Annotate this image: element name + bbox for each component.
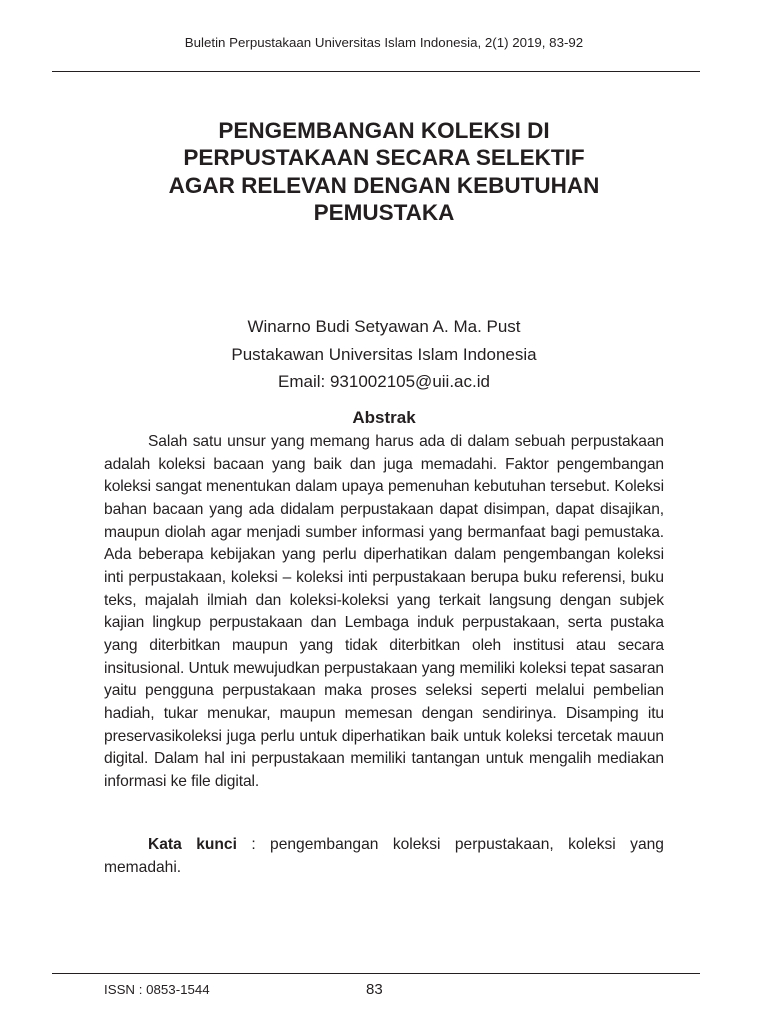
author-email: Email: 931002105@uii.ac.id xyxy=(278,372,490,391)
title-line: PEMUSTAKA xyxy=(313,200,455,226)
page-number: 83 xyxy=(366,981,383,998)
author-name: Winarno Budi Setyawan A. Ma. Pust xyxy=(247,317,521,336)
author-block xyxy=(104,313,664,396)
author-affiliation: Pustakawan Universitas Islam Indonesia xyxy=(231,344,537,364)
keywords-text: : pengembangan koleksi perpustakaan, koleksi yang memadahi. xyxy=(104,836,664,876)
issn: ISSN : 0853-1544 xyxy=(104,982,210,997)
footer-rule xyxy=(52,973,700,974)
keywords xyxy=(104,834,664,879)
title-line: AGAR RELEVAN DENGAN KEBUTUHAN xyxy=(168,172,600,198)
keywords-label: Kata kunci xyxy=(148,836,237,853)
article-title xyxy=(104,117,664,227)
title-line: PENGEMBANGAN KOLEKSI DI xyxy=(218,118,550,143)
abstract-heading: Abstrak xyxy=(352,408,416,427)
header-rule xyxy=(52,71,700,72)
abstract-body: Salah satu unsur yang memang harus ada di dalam sebuah perpustakaan adalah koleksi bacaan yang baik dan juga memadahi. Faktor pengembangan koleksi sangat menentukan dalam upaya pemenuhan kebutuhan tersebut. Koleksi bahan bacaan yang ada didalam perpustakaan dapat disimpan, dapat disajikan, maupun diolah agar menjadi sumber informasi yang bermanfaat bagi pemustaka. Ada beberapa kebijakan yang perlu diperhatikan dalam pengembangan koleksi inti perpustakaan, koleksi – koleksi inti perpustakaan berupa buku referensi, buku teks, majalah ilmiah dan koleksi-koleksi yang terkait langsung dengan subjek kajian lingkup perpustakaan dan Lembaga induk perpustakaan, serta pustaka yang diterbitkan maupun yang tidak diterbitkan oleh institusi atau secara insitusional. Untuk mewujudkan perpustakaan yang memiliki koleksi tepat sasaran yaitu pengguna perpustakaan maka proses seleksi seperti melalui pembelian hadiah, tukar menukar, maupun memesan dengan sendirinya. Disamping itu preservasikoleksi juga perlu untuk diperhatikan baik untuk koleksi tercetak mauun digital. Dalam hal ini perpustakaan memiliki tantangan untuk mengalih mediakan informasi ke file digital. xyxy=(104,433,664,790)
running-head: Buletin Perpustakaan Universitas Islam Indonesia, 2(1) 2019, 83-92 xyxy=(184,35,584,50)
title-line: PERPUSTAKAAN SECARA SELEKTIF xyxy=(183,145,585,171)
